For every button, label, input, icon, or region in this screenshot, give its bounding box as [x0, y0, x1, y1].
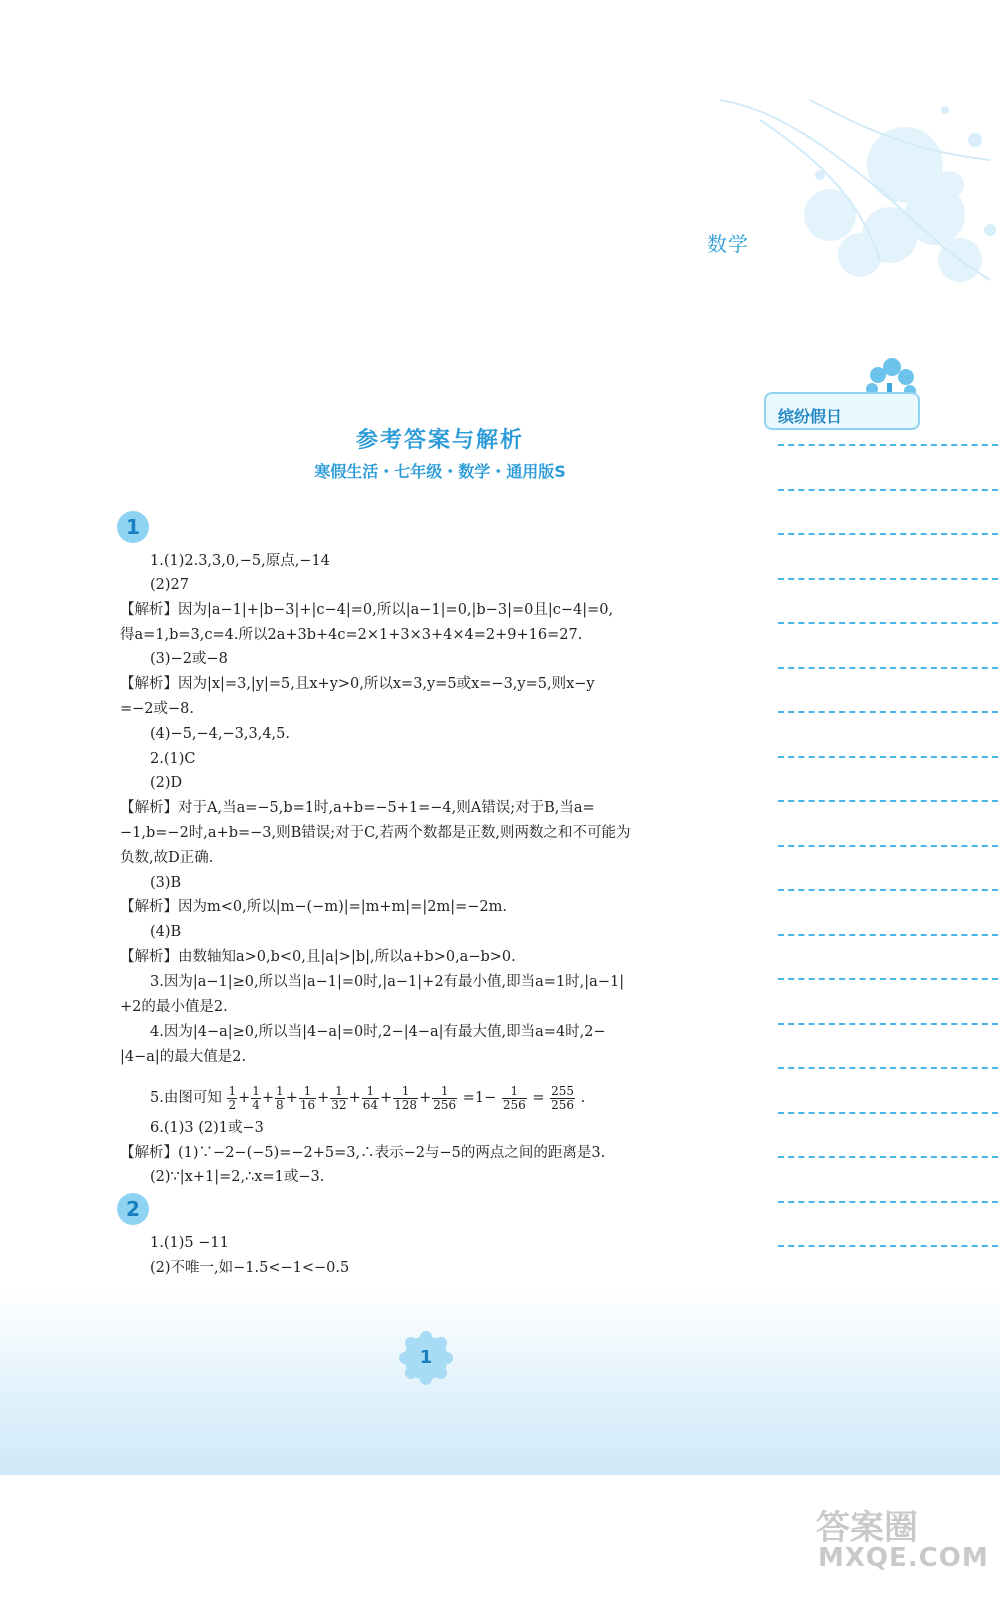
answer-line: (2)27 [150, 577, 189, 593]
answer-line: 1.(1)5 −11 [150, 1235, 229, 1251]
note-line [778, 489, 998, 491]
fraction: $\frac{1}{8}$ [276, 1083, 284, 1112]
answer-line: 3.因为|a−1|≥0,所以当|a−1|=0时,|a−1|+2有最小值,即当a=1时,|a−1| [150, 974, 625, 990]
analysis-line: =−2或−8. [120, 701, 195, 717]
note-line [778, 756, 998, 758]
page-title: 参考答案与解析 [355, 428, 524, 453]
answer-line: 6.(1)3 (2)1或−3 [150, 1120, 264, 1136]
answer-line: (3)B [150, 875, 182, 891]
q5-end: . [580, 1090, 586, 1106]
fraction: $\frac{1}{2}$ [228, 1083, 237, 1112]
note-line [778, 1067, 998, 1069]
fraction: $\frac{1}{32}$ [331, 1083, 347, 1112]
fraction: $\frac{1}{256}$ [502, 1083, 526, 1112]
fraction: $\frac{255}{256}$ [551, 1083, 575, 1112]
note-line [778, 1156, 998, 1158]
answer-line-q5 [150, 1080, 585, 1116]
plus-sign: + [317, 1090, 330, 1106]
answer-line: 2.(1)C [150, 751, 196, 767]
fraction: $\frac{1}{16}$ [299, 1083, 316, 1112]
watermark-logo: 答案圈 [816, 1508, 918, 1548]
page-number: 1 [419, 1347, 433, 1368]
section-badge-2: 2 [117, 1193, 149, 1225]
analysis-line: −1,b=−2时,a+b=−3,则B错误;对于C,若两个数都是正数,则两数之和不可能为 [120, 825, 631, 841]
note-line [778, 889, 998, 891]
fraction: $\frac{1}{64}$ [362, 1083, 378, 1112]
subject-label: 数学 [707, 232, 749, 256]
note-line [778, 845, 998, 847]
q5-mid: =1− [462, 1090, 497, 1106]
note-line [778, 1245, 998, 1247]
section-badge-1: 1 [117, 511, 149, 543]
analysis-line: 【解析】因为|a−1|+|b−3|+|c−4|=0,所以|a−1|=0,|b−3|=0且|c−4|=0, [120, 602, 614, 618]
footer-band [0, 1290, 1000, 1475]
answer-line: +2的最小值是2. [120, 999, 228, 1015]
analysis-line: 【解析】因为|x|=3,|y|=5,且x+y>0,所以x=3,y=5或x=−3,y=5,则x−y [120, 676, 595, 692]
analysis-line: 得a=1,b=3,c=4.所以2a+3b+4c=2×1+3×3+4×4=2+9+16=27. [120, 627, 583, 643]
note-line [778, 1023, 998, 1025]
answer-line: (4)−5,−4,−3,3,4,5. [150, 726, 290, 742]
note-line [778, 622, 998, 624]
note-line [778, 667, 998, 669]
note-line [778, 711, 998, 713]
analysis-line: 负数,故D正确. [120, 850, 214, 866]
fraction: $\frac{1}{128}$ [394, 1083, 418, 1112]
note-line [778, 578, 998, 580]
plus-sign: + [238, 1090, 251, 1106]
note-line [778, 934, 998, 936]
fraction: $\frac{1}{256}$ [433, 1083, 457, 1112]
plus-sign: + [380, 1090, 393, 1106]
answer-line: |4−a|的最大值是2. [120, 1049, 247, 1065]
note-line [778, 978, 998, 980]
plus-sign: + [285, 1090, 298, 1106]
page-subtitle: 寒假生活・七年级・数学・通用版S [314, 462, 566, 481]
analysis-line: 【解析】(1)∵−2−(−5)=−2+5=3,∴表示−2与−5的两点之间的距离是3. [120, 1145, 606, 1161]
analysis-line: 【解析】由数轴知a>0,b<0,且|a|>|b|,所以a+b>0,a−b>0. [120, 949, 516, 965]
answer-line: (3)−2或−8 [150, 651, 228, 667]
analysis-line: (2)∵|x+1|=2,∴x=1或−3. [150, 1169, 325, 1185]
answer-line: 4.因为|4−a|≥0,所以当|4−a|=0时,2−|4−a|有最大值,即当a=4时,2− [150, 1024, 606, 1040]
floral-decoration [0, 0, 1000, 330]
note-line [778, 1201, 998, 1203]
plus-sign: + [348, 1090, 361, 1106]
answer-line: (2)不唯一,如−1.5<−1<−0.5 [150, 1260, 350, 1276]
analysis-line: 【解析】对于A,当a=−5,b=1时,a+b=−5+1=−4,则A错误;对于B,当a= [120, 800, 595, 816]
answer-line: 1.(1)2.3,3,0,−5,原点,−14 [150, 553, 330, 569]
fraction: $\frac{1}{4}$ [252, 1083, 260, 1112]
sidebar-title: 缤纷假日 [778, 407, 843, 426]
answer-line: (4)B [150, 924, 182, 940]
watermark-url: MXQE.COM [818, 1543, 989, 1573]
note-line [778, 533, 998, 535]
page-number-badge [398, 1330, 454, 1386]
q5-prefix: 5.由图可知 [150, 1090, 222, 1106]
answer-line: (2)D [150, 775, 183, 791]
note-line [778, 1112, 998, 1114]
plus-sign: + [419, 1090, 432, 1106]
analysis-line: 【解析】因为m<0,所以|m−(−m)|=|m+m|=|2m|=−2m. [120, 899, 507, 915]
q5-eq: = [532, 1090, 545, 1106]
q5-fraction-sum [226, 1083, 458, 1112]
note-line [778, 800, 998, 802]
plus-sign: + [261, 1090, 275, 1106]
